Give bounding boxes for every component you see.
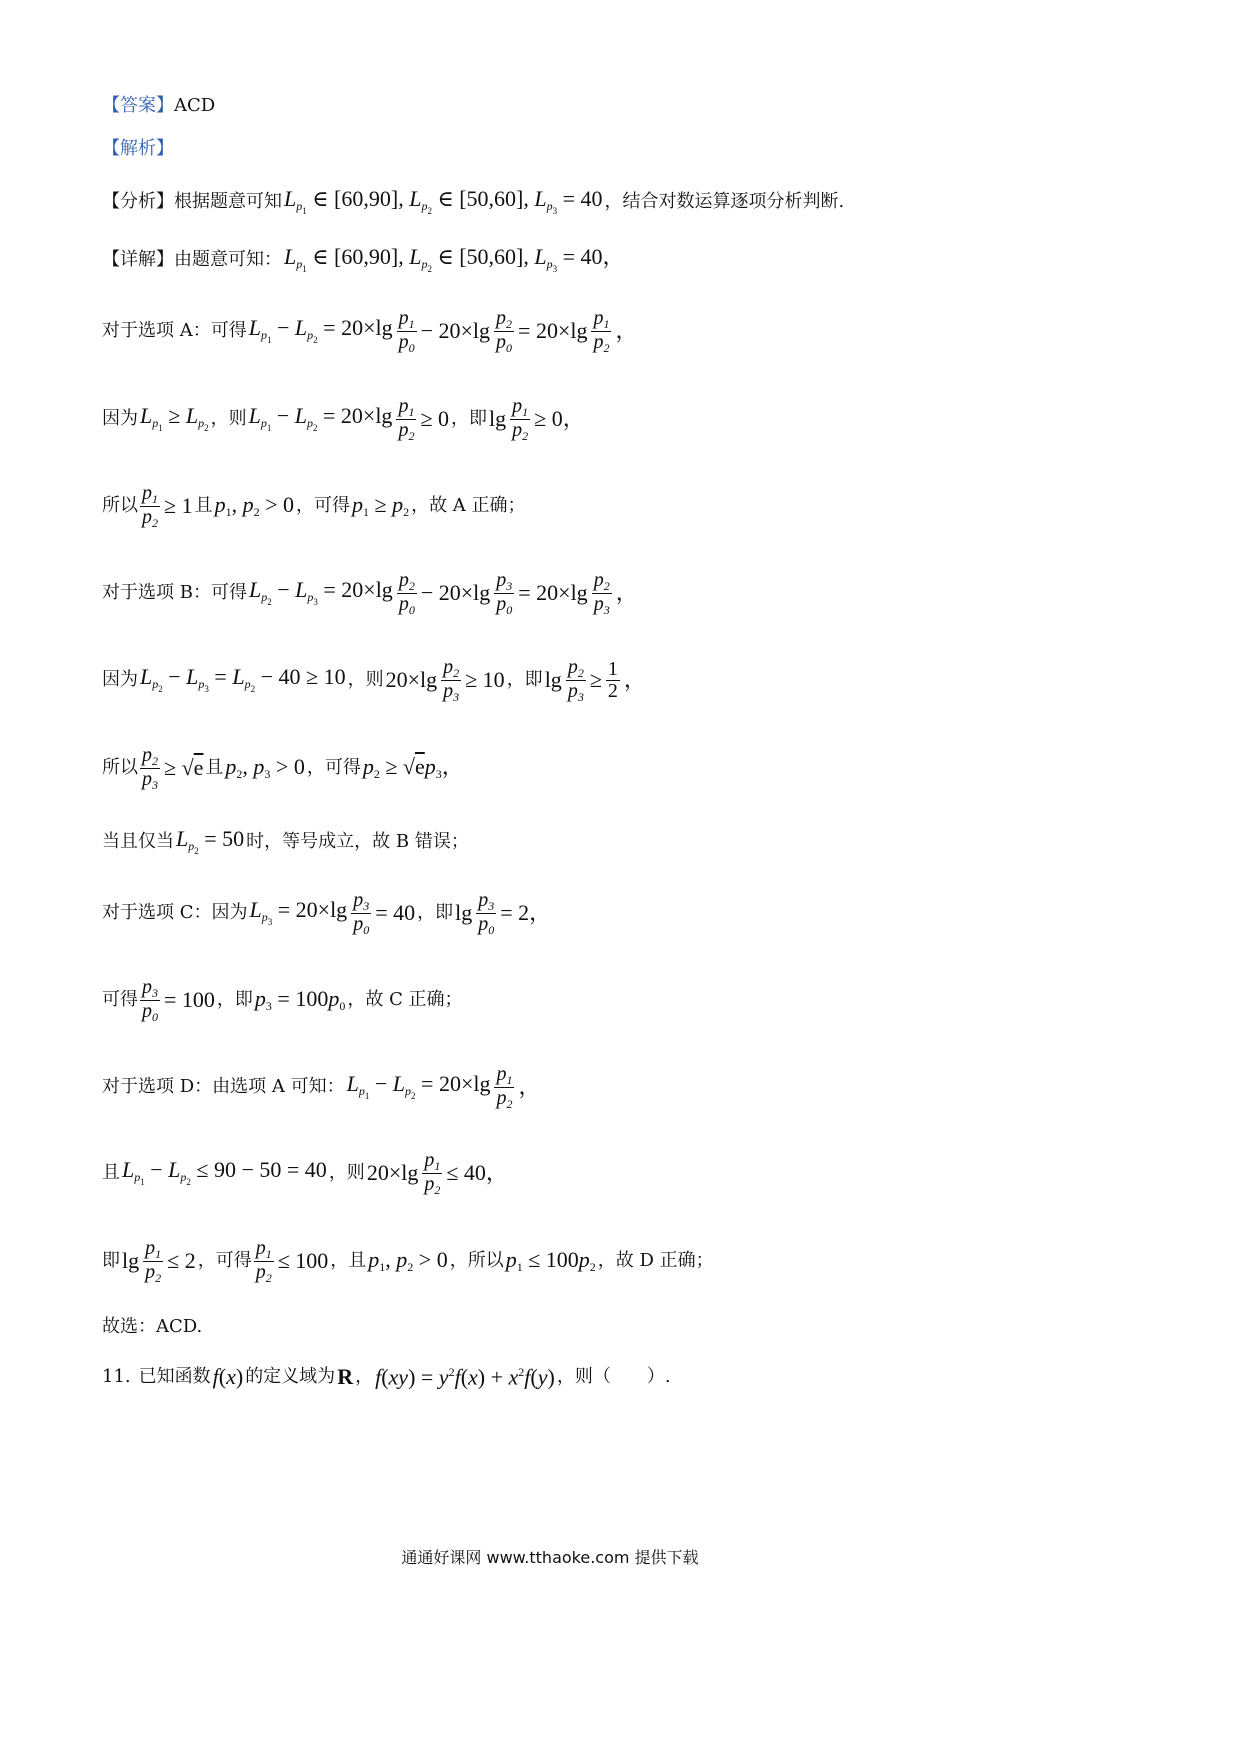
fraction: $\frac{p_1}{p_0}$ bbox=[398, 307, 415, 355]
formula: R bbox=[337, 1364, 354, 1390]
option-d-line-1 bbox=[102, 1064, 542, 1110]
formula: = 2， bbox=[500, 900, 552, 926]
problem-11 bbox=[102, 1366, 671, 1388]
fraction: $\frac{p_1}{p_2}$ bbox=[512, 395, 529, 443]
formula: lg bbox=[455, 900, 473, 926]
formula: $L_{p_1} - L_{p_2} = 20\times\lg$ bbox=[248, 403, 393, 434]
option-a-so: ，即 bbox=[451, 408, 488, 430]
option-d-and2: ，且 bbox=[330, 1250, 367, 1272]
option-d-therefore: ，所以 bbox=[449, 1250, 504, 1272]
option-a-then: ，则 bbox=[210, 408, 247, 430]
option-b-and: 且 bbox=[205, 757, 224, 779]
formula: $p_1$, $p_2 > 0$ bbox=[368, 1247, 448, 1275]
option-b-therefore: 所以 bbox=[102, 757, 138, 779]
explanation-heading bbox=[102, 140, 174, 158]
formula: ≥ 10 bbox=[465, 667, 505, 693]
option-d-then: ，则 bbox=[328, 1162, 365, 1184]
analysis-text-a: 根据题意可知 bbox=[174, 191, 282, 212]
option-a-line-3 bbox=[102, 483, 526, 529]
formula: = 20×lg bbox=[518, 580, 588, 606]
option-c-get: 可得 bbox=[102, 989, 138, 1011]
formula: $L_{p_2} = 50$ bbox=[176, 826, 245, 856]
option-b-line-3 bbox=[102, 745, 466, 791]
fraction: $\frac{p_2}{p_3}$ bbox=[567, 656, 584, 704]
formula: lg bbox=[122, 1248, 140, 1274]
option-d-and: 且 bbox=[102, 1162, 120, 1184]
formula: $f(xy) = y^2f(x) + x^2f(y)$ bbox=[375, 1364, 555, 1390]
option-b-line-4 bbox=[102, 828, 469, 856]
answer-line bbox=[102, 97, 215, 115]
fraction: $\frac{p_1}{p_2}$ bbox=[142, 482, 158, 530]
option-b-because: 因为 bbox=[102, 669, 138, 691]
formula: $L_{p_1} \ge L_{p_2}$ bbox=[140, 403, 209, 434]
formula: 20×lg bbox=[366, 1160, 419, 1186]
option-d-intro: 对于选项 D：由选项 A 可知： bbox=[102, 1076, 345, 1098]
option-d-so: 即 bbox=[102, 1250, 120, 1272]
option-a-therefore: 所以 bbox=[102, 495, 138, 517]
option-a-because: 因为 bbox=[102, 408, 138, 430]
fraction: $\frac{p_3}{p_0}$ bbox=[353, 889, 370, 937]
detail-line bbox=[102, 246, 627, 274]
formula: ≤ 2 bbox=[167, 1248, 196, 1274]
formula: − 20×lg bbox=[420, 318, 491, 344]
option-d-get: ，可得 bbox=[197, 1250, 252, 1272]
formula: lg bbox=[489, 406, 507, 432]
fraction: $\frac{p_2}{p_0}$ bbox=[496, 307, 513, 355]
formula: $L_{p_3} = 20\times\lg$ bbox=[249, 897, 348, 928]
option-a-line-1 bbox=[102, 308, 639, 354]
formula: ， bbox=[518, 1074, 541, 1100]
analysis-formula: $L_{p_1}$ ∈ [60,90], $L_{p_2}$ ∈ [50,60], $L_{p_3} = 40$ bbox=[284, 186, 603, 216]
formula: 20×lg bbox=[385, 667, 438, 693]
option-b-get: ，可得 bbox=[306, 757, 361, 779]
formula: ≥ 0 bbox=[420, 406, 450, 432]
formula: ， bbox=[615, 580, 638, 606]
formula: $L_{p_1} - L_{p_2} \le 90 - 50 = 40$ bbox=[122, 1157, 327, 1188]
fraction: $\frac{p_2}{p_3}$ bbox=[593, 569, 610, 617]
option-b-so: ，即 bbox=[506, 669, 543, 691]
option-d-line-3 bbox=[102, 1238, 714, 1284]
problem-text-b: 的定义域为 bbox=[245, 1366, 336, 1388]
option-c-conclusion: ，故 C 正确； bbox=[347, 989, 463, 1011]
final-text: 故选：ACD. bbox=[102, 1316, 203, 1337]
fraction: $\frac{p_2}{p_3}$ bbox=[443, 656, 460, 704]
option-c-so: ，即 bbox=[417, 902, 454, 924]
explanation-tag: 【解析】 bbox=[102, 138, 174, 159]
option-c-line-1 bbox=[102, 890, 553, 936]
problem-text-d: ，则（ ）. bbox=[556, 1366, 671, 1388]
fraction: $\frac{p_1}{p_2}$ bbox=[424, 1149, 441, 1197]
formula: ≥ √e bbox=[164, 755, 204, 781]
fraction: $\frac{p_1}{p_2}$ bbox=[145, 1237, 162, 1285]
formula: ， bbox=[623, 667, 646, 693]
fraction: $\frac{p_3}{p_0}$ bbox=[496, 569, 513, 617]
detail-formula: $L_{p_1}$ ∈ [60,90], $L_{p_2}$ ∈ [50,60], $L_{p_3} = 40$， bbox=[284, 244, 625, 274]
fraction: $\frac{p_2}{p_3}$ bbox=[142, 744, 158, 792]
problem-text-a: 已知函数 bbox=[138, 1366, 211, 1388]
fraction: $\frac{p_2}{p_0}$ bbox=[398, 569, 415, 617]
option-c-intro: 对于选项 C：因为 bbox=[102, 902, 248, 924]
page-footer: 通通好课网 www.tthaoke.com 提供下载 bbox=[401, 1548, 699, 1567]
option-b-intro: 对于选项 B：可得 bbox=[102, 582, 247, 604]
formula: − 20×lg bbox=[420, 580, 491, 606]
detail-text: 由题意可知： bbox=[174, 249, 282, 270]
formula: $p_1 \ge p_2$ bbox=[352, 492, 410, 520]
option-d-line-2 bbox=[102, 1150, 510, 1196]
formula: $p_1 \le 100p_2$ bbox=[505, 1247, 596, 1275]
formula: ≤ 40， bbox=[446, 1160, 508, 1186]
formula: = 40 bbox=[375, 900, 416, 926]
formula: ≥ 0， bbox=[534, 406, 585, 432]
formula: lg bbox=[544, 667, 562, 693]
formula: $L_{p_2} - L_{p_3} = 20\times\lg$ bbox=[248, 577, 393, 608]
formula: ≥ 1 bbox=[164, 493, 193, 519]
fraction: $\frac{p_1}{p_2}$ bbox=[398, 395, 415, 443]
answer-tag: 【答案】 bbox=[102, 95, 174, 116]
problem-text-c: ， bbox=[355, 1366, 374, 1388]
formula: = 100 bbox=[164, 987, 215, 1013]
fraction: $\frac{p_3}{p_0}$ bbox=[142, 976, 158, 1024]
option-a-intro: 对于选项 A：可得 bbox=[102, 320, 247, 342]
formula: $L_{p_2} - L_{p_3} = L_{p_2} - 40 \ge 10$ bbox=[140, 664, 346, 695]
analysis-tag: 【分析】 bbox=[102, 191, 174, 212]
formula: $p_1$, $p_2 > 0$ bbox=[214, 492, 294, 520]
formula: = 20×lg bbox=[518, 318, 588, 344]
option-a-line-2 bbox=[102, 396, 587, 442]
final-answer bbox=[102, 1318, 202, 1336]
formula: ≥ bbox=[589, 667, 602, 693]
option-c-line-2 bbox=[102, 977, 463, 1023]
fraction: $\frac{p_1}{p_2}$ bbox=[496, 1063, 513, 1111]
option-b-then: ，则 bbox=[347, 669, 384, 691]
analysis-line bbox=[102, 188, 844, 216]
option-b-equality: 时，等号成立，故 B 错误； bbox=[246, 831, 469, 852]
formula: ， bbox=[615, 318, 638, 344]
detail-tag: 【详解】 bbox=[102, 249, 174, 270]
formula: $p_2$, $p_3 > 0$ bbox=[225, 754, 305, 782]
fraction: $\frac{p_1}{p_2}$ bbox=[593, 307, 610, 355]
fraction: $\frac{p_1}{p_2}$ bbox=[255, 1237, 272, 1285]
formula: $L_{p_1} - L_{p_2} = 20\times\lg$ bbox=[346, 1071, 491, 1102]
option-a-get: ，可得 bbox=[296, 495, 350, 517]
option-a-and: 且 bbox=[194, 495, 213, 517]
option-d-conclusion: ，故 D 正确； bbox=[597, 1250, 714, 1272]
option-a-conclusion: ，故 A 正确； bbox=[411, 495, 526, 517]
formula: $p_2 \ge √ep_3$， bbox=[362, 754, 464, 782]
option-b-when: 当且仅当 bbox=[102, 831, 174, 852]
problem-number: 11. bbox=[102, 1366, 131, 1388]
option-b-line-1 bbox=[102, 570, 640, 616]
answer-value: ACD bbox=[174, 95, 216, 116]
option-b-line-2 bbox=[102, 657, 648, 703]
formula: f(x) bbox=[212, 1364, 244, 1390]
option-c-so2: ，即 bbox=[216, 989, 253, 1011]
fraction: $\frac{1}{2}$ bbox=[607, 657, 618, 702]
fraction: $\frac{p_3}{p_0}$ bbox=[478, 889, 495, 937]
formula: ≤ 100 bbox=[277, 1248, 329, 1274]
formula: $L_{p_1} - L_{p_2} = 20\times\lg$ bbox=[248, 315, 393, 346]
formula: $p_3 = 100p_0$ bbox=[254, 986, 346, 1014]
analysis-text-b: ，结合对数运算逐项分析判断. bbox=[604, 191, 845, 212]
